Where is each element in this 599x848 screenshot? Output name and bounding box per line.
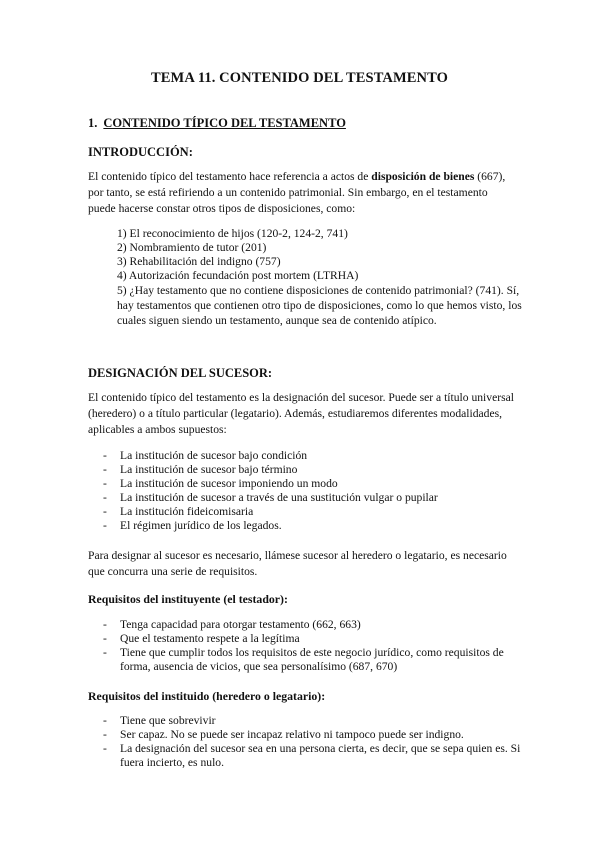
instituido-heading: Requisitos del instituido (heredero o legatario): — [88, 689, 326, 703]
list-item: - Que el testamento respete a la legítima — [103, 632, 300, 645]
intro-text-start: El contenido típico del testamento hace referencia a actos de — [88, 170, 372, 183]
designacion-paragraph: El contenido típico del testamento es la designación del sucesor. Puede ser a título universal (heredero) o a título particular (legatario). Además, estudiaremos diferentes modalidades, aplicables a ambos supuestos: — [88, 391, 514, 436]
bullet-dash: - — [103, 632, 107, 645]
bullet-dash: - — [103, 714, 107, 727]
list-item: 2) Nombramiento de tutor (201) — [117, 241, 267, 254]
list-item: - Tiene que cumplir todos los requisitos de este negocio jurídico, como requisitos de forma, ausencia de vicios, que sea personalísimo (687, 670) — [103, 646, 504, 673]
bullet-dash: - — [103, 491, 107, 504]
bullet-dash: - — [103, 519, 107, 532]
list-item: - La institución de sucesor bajo término — [103, 463, 298, 476]
list-item: - La institución de sucesor a través de una sustitución vulgar o pupilar — [103, 491, 438, 504]
bullet-dash: - — [103, 742, 107, 755]
bullet-dash: - — [103, 618, 107, 631]
bullet-dash: - — [103, 728, 107, 741]
intro-heading: INTRODUCCIÓN: — [88, 145, 193, 159]
section-number: 1. — [88, 116, 98, 130]
bullet-dash: - — [103, 505, 107, 518]
list-item: 3) Rehabilitación del indigno (757) — [117, 255, 281, 268]
list-item: 5) ¿Hay testamento que no contiene disposiciones de contenido patrimonial? (741). Sí, hay testamentos que contienen otro tipo de disposiciones, como lo que hemos visto, los cuales siguen siendo un testamento, aunque sea de contenido atípico. — [117, 284, 522, 327]
bullet-dash: - — [103, 646, 107, 659]
designacion-heading: DESIGNACIÓN DEL SUCESOR: — [88, 366, 273, 380]
bullet-dash: - — [103, 477, 107, 490]
intro-bold-term: disposición de bienes — [371, 170, 475, 183]
bullet-dash: - — [103, 449, 107, 462]
section-heading — [88, 116, 346, 131]
bullet-dash: - — [103, 463, 107, 476]
list-item: 4) Autorización fecundación post mortem (LTRHA) — [117, 269, 359, 282]
list-item: - Tenga capacidad para otorgar testamento (662, 663) — [103, 618, 361, 631]
list-item: - La institución fideicomisaria — [103, 505, 254, 518]
list-item: 1) El reconocimiento de hijos (120-2, 124-2, 741) — [117, 227, 348, 240]
designacion-paragraph-2: Para designar al sucesor es necesario, llámese sucesor al heredero o legatario, es necesario que concurra una serie de requisitos. — [88, 549, 507, 578]
list-item: - Tiene que sobrevivir — [103, 714, 216, 727]
list-item: - La institución de sucesor imponiendo un modo — [103, 477, 338, 490]
list-item: - La designación del sucesor sea en una persona cierta, es decir, que se sepa quien es. Si fuera incierto, es nulo. — [103, 742, 521, 769]
designacion-list — [103, 449, 523, 533]
intro-list — [117, 227, 522, 328]
list-item: - Ser capaz. No se puede ser incapaz relativo ni tampoco puede ser indigno. — [103, 728, 464, 741]
section-label: CONTENIDO TÍPICO DEL TESTAMENTO — [103, 116, 346, 130]
document-title: TEMA 11. CONTENIDO DEL TESTAMENTO — [151, 70, 448, 86]
instituyente-heading: Requisitos del instituyente (el testador): — [88, 592, 288, 606]
intro-paragraph — [88, 169, 518, 217]
intro-text-end: (667), por tanto, se está refiriendo a un contenido patrimonial. Sin embargo, en el testamento puede hacerse constar otros tipos de disposiciones, como: — [88, 170, 506, 215]
instituyente-list — [103, 618, 523, 674]
list-item: - El régimen jurídico de los legados. — [103, 519, 282, 532]
instituido-list — [103, 714, 523, 770]
list-item: - La institución de sucesor bajo condición — [103, 449, 308, 462]
